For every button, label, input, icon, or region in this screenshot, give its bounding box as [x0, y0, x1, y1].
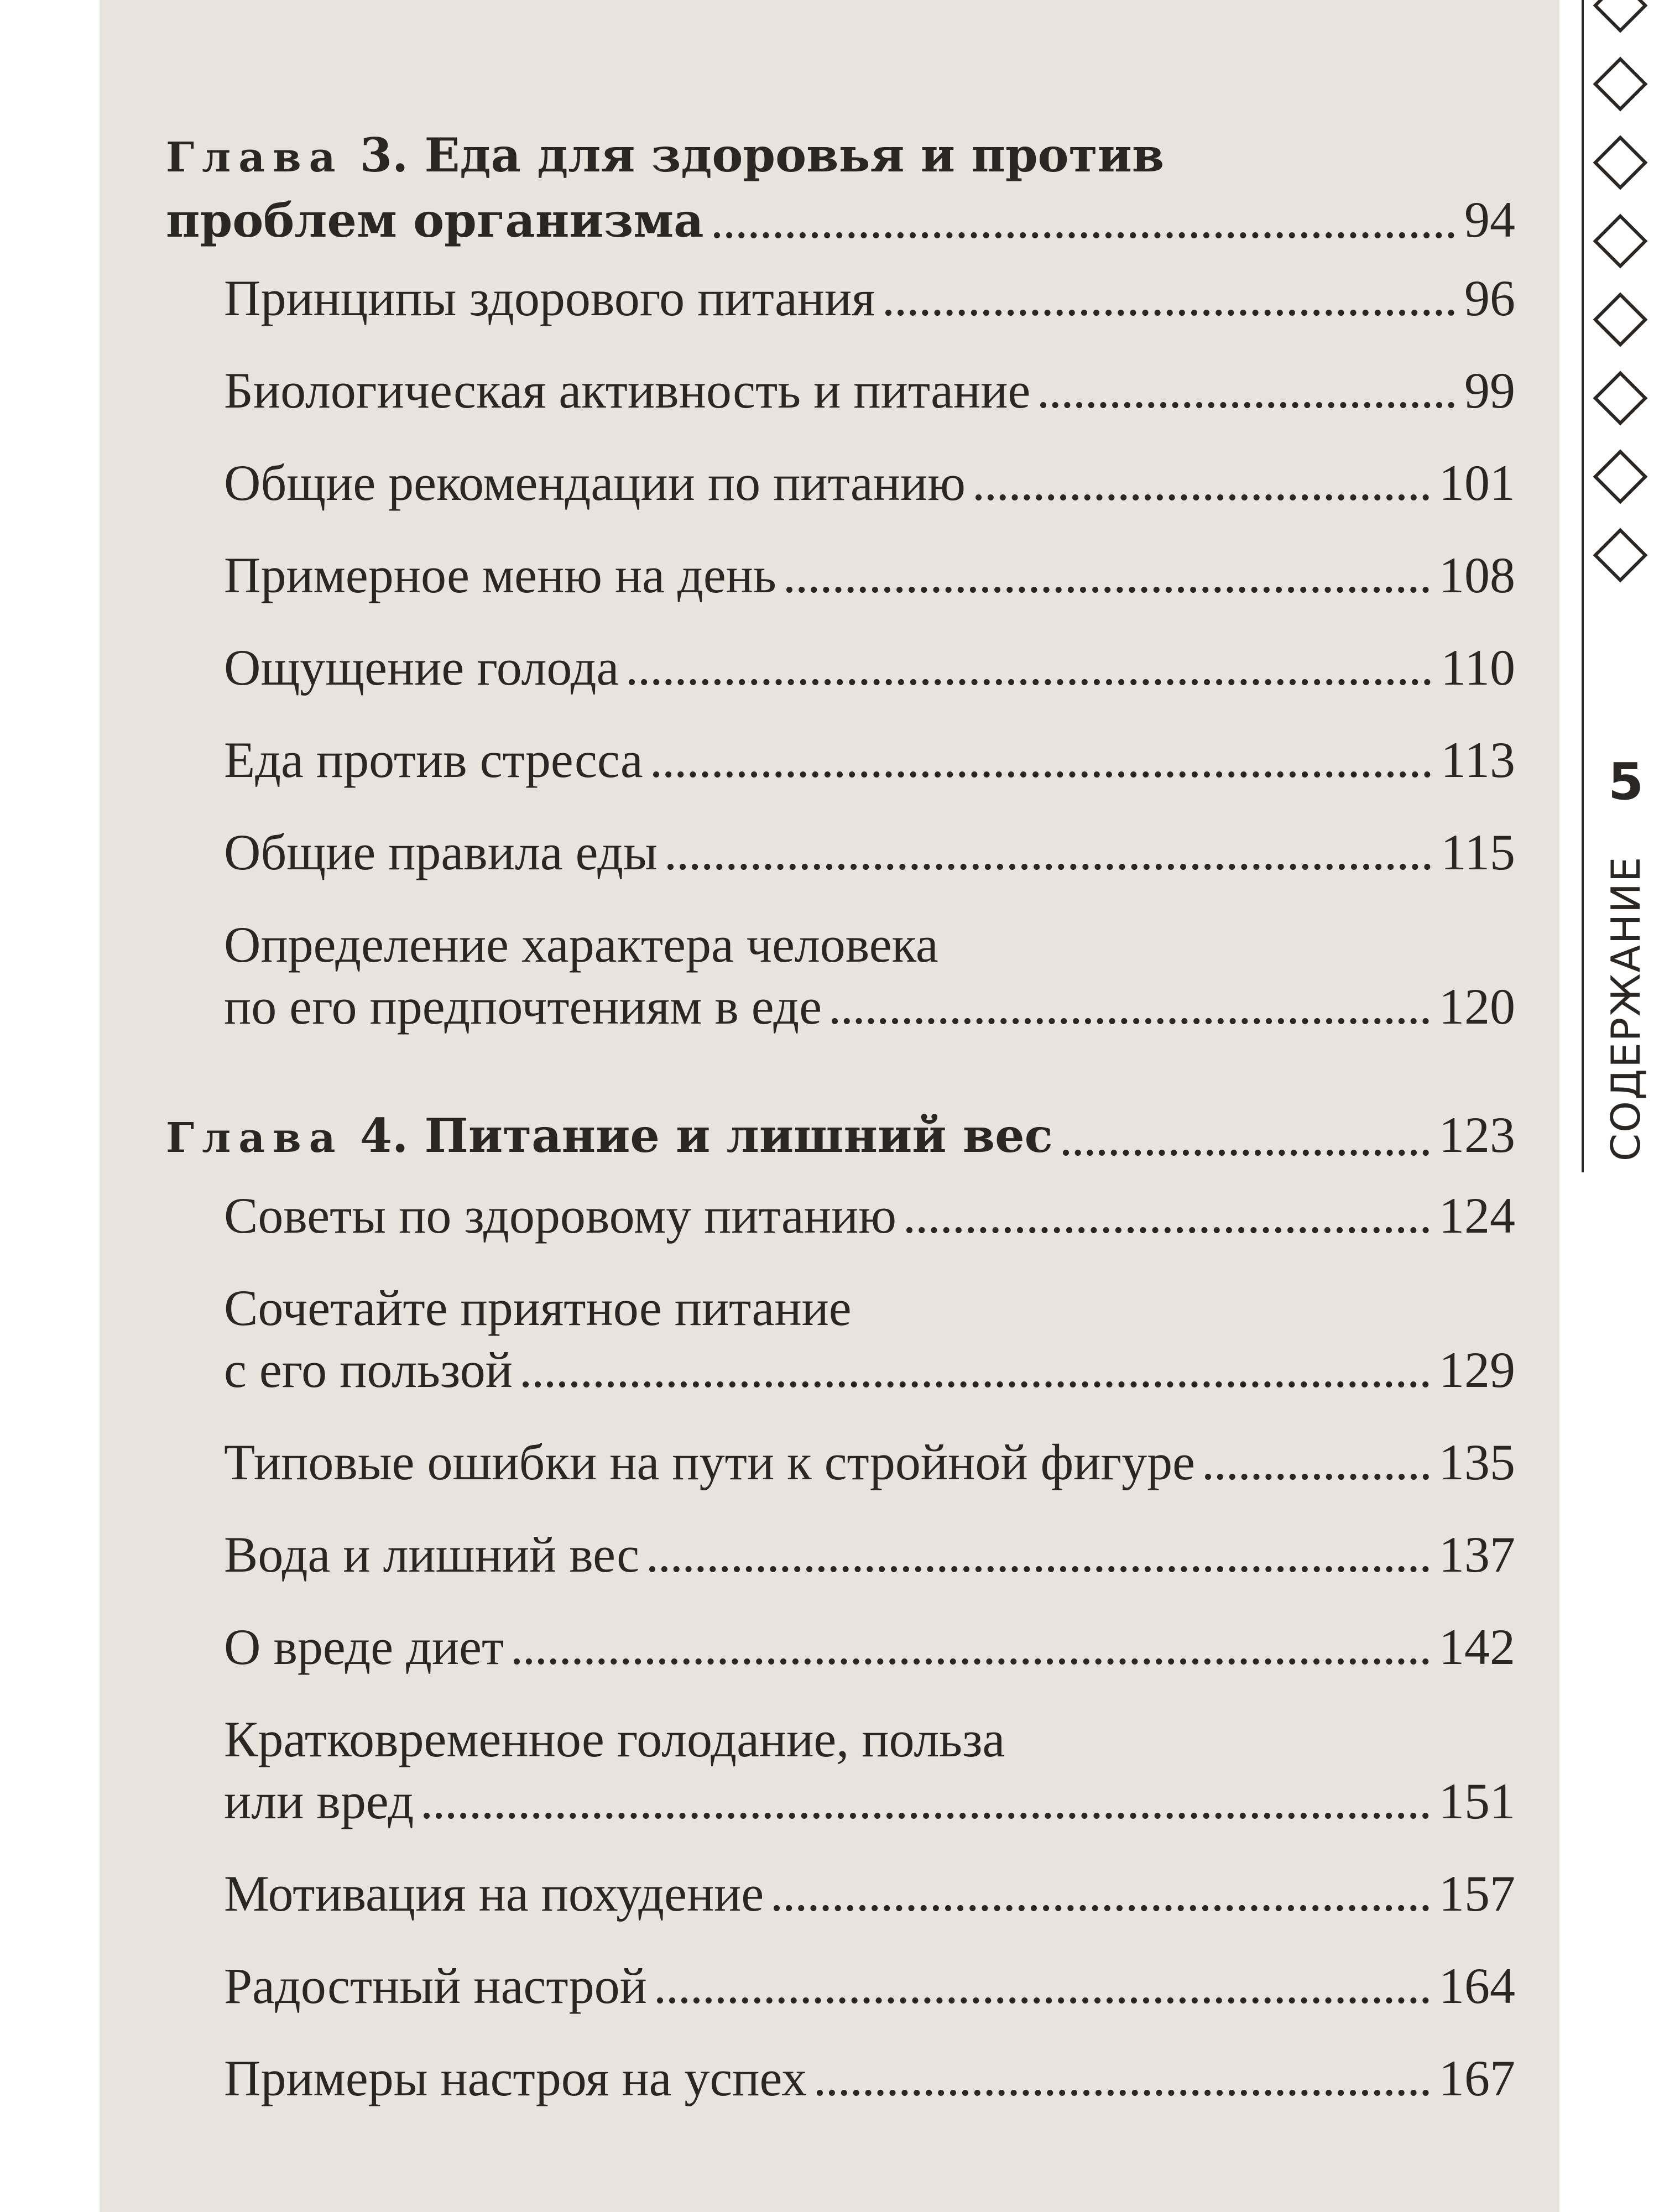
- dot-leader: [906, 1227, 1429, 1233]
- entry-title: Общие правила еды: [224, 824, 658, 880]
- entry-title: Советы по здоровому питанию: [224, 1187, 896, 1244]
- margin-vertical-rule: [1582, 0, 1584, 1172]
- entry-title: Мотивация на похудение: [224, 1865, 764, 1922]
- chapter-4-title-line: [166, 1104, 1515, 1169]
- diamond-ornament-icon: [1593, 293, 1648, 347]
- dot-leader: [774, 1905, 1429, 1911]
- entry-title: Принципы здорового питания: [224, 270, 875, 326]
- dot-leader: [1063, 1149, 1429, 1156]
- page-number: 120: [1439, 978, 1515, 1035]
- entry-title: Радостный настрой: [224, 1958, 647, 2014]
- diamond-ornament-icon: [1593, 214, 1648, 269]
- toc-entry: [224, 544, 1515, 606]
- toc-entry: [224, 1524, 1515, 1585]
- table-of-contents: [166, 124, 1515, 2109]
- toc-entry: [224, 914, 1515, 1037]
- chapter-3-title-line2: [166, 189, 1515, 252]
- page-number: 96: [1464, 270, 1515, 326]
- section-label-vertical: СОДЕРЖАНИЕ: [1603, 855, 1649, 1161]
- entry-title-line1: Сочетайте приятное питание: [224, 1280, 852, 1336]
- entry-title: Ощущение голода: [224, 639, 619, 696]
- entry-title: Еда против стресса: [224, 732, 643, 788]
- entry-title: Примерное меню на день: [224, 547, 776, 603]
- chapter-4-heading: [166, 1104, 1515, 1169]
- page-number: 124: [1439, 1187, 1515, 1244]
- toc-entry: [224, 1955, 1515, 2017]
- toc-entry: [224, 1185, 1515, 1246]
- entry-title: Биологическая активность и питание: [224, 362, 1031, 419]
- entry-title: по его предпочтениям в еде: [224, 978, 822, 1035]
- entry-title: или вред: [224, 1773, 414, 1829]
- dot-leader: [523, 1381, 1429, 1387]
- entry-title: Вода и лишний вес: [224, 1526, 640, 1583]
- page-number: 129: [1439, 1342, 1515, 1398]
- chapter-3-heading: [166, 124, 1515, 252]
- toc-entry: [224, 452, 1515, 514]
- diamond-ornament-icon: [1593, 450, 1648, 504]
- chapter-3-title-line1: [166, 124, 1515, 189]
- diamond-ornament-icon: [1593, 528, 1648, 583]
- dot-leader: [832, 1018, 1429, 1024]
- entry-title: Общие рекомендации по питанию: [224, 455, 966, 511]
- dot-leader: [514, 1658, 1429, 1665]
- page-number: 110: [1441, 639, 1515, 696]
- diamond-ornament-icon: [1593, 135, 1648, 190]
- entry-title: Примеры настроя на успех: [224, 2050, 807, 2106]
- dot-leader: [817, 2089, 1429, 2096]
- entry-title-line1: Определение характера человека: [224, 916, 938, 973]
- page-number: 167: [1439, 2050, 1515, 2106]
- dot-leader: [714, 232, 1454, 238]
- page-number: 123: [1439, 1107, 1515, 1163]
- book-page: [100, 0, 1649, 2212]
- toc-entry: [224, 821, 1515, 883]
- page-number: 113: [1441, 732, 1515, 788]
- entry-title: Типовые ошибки на пути к стройной фигуре: [224, 1434, 1195, 1490]
- page-number: 142: [1439, 1619, 1515, 1675]
- entry-title: с его пользой: [224, 1342, 513, 1398]
- toc-entry: [224, 359, 1515, 421]
- dot-leader: [629, 679, 1431, 685]
- page-number: 151: [1439, 1773, 1515, 1829]
- chapter-title: 4. Питание и лишний вес: [359, 1108, 1053, 1163]
- diamond-ornament-icon: [1593, 0, 1648, 33]
- diamond-ornament-icon: [1593, 57, 1648, 112]
- toc-entry: [224, 729, 1515, 791]
- dot-leader: [649, 1566, 1429, 1572]
- page-number: 94: [1464, 191, 1515, 248]
- page-number: 108: [1439, 547, 1515, 603]
- dot-leader: [975, 494, 1429, 500]
- chapter-prefix: Глава: [166, 134, 343, 181]
- page-number-margin: 5: [1608, 752, 1644, 811]
- toc-entry: [224, 1708, 1515, 1832]
- toc-entry: [224, 1431, 1515, 1493]
- page-number: 115: [1441, 824, 1515, 880]
- dot-leader: [653, 771, 1431, 778]
- dot-leader: [1040, 401, 1454, 408]
- chapter-title: 3. Еда для здоровья и против: [359, 128, 1165, 182]
- entry-title-line1: Кратковременное голодание, польза: [224, 1711, 1005, 1767]
- page-number: 101: [1439, 455, 1515, 511]
- chapter-prefix: Глава: [166, 1114, 343, 1162]
- toc-entry: [224, 1616, 1515, 1678]
- dot-leader: [1205, 1473, 1429, 1480]
- page-number: 137: [1439, 1526, 1515, 1583]
- toc-entry: [224, 2047, 1515, 2109]
- dot-leader: [657, 1997, 1429, 2004]
- chapter-title-continued: проблем организма: [166, 193, 704, 248]
- diamond-ornament-icon: [1593, 371, 1648, 426]
- chapter-4-title-wrap: [166, 1105, 1053, 1169]
- dot-leader: [786, 586, 1429, 593]
- toc-entry: [224, 637, 1515, 698]
- page-number: 164: [1439, 1958, 1515, 2014]
- toc-entry: [224, 1863, 1515, 1924]
- dot-leader: [885, 309, 1454, 316]
- entry-title: О вреде диет: [224, 1619, 504, 1675]
- page-number: 157: [1439, 1865, 1515, 1922]
- dot-leader: [667, 863, 1431, 870]
- dot-leader: [424, 1812, 1429, 1819]
- toc-entry: [224, 267, 1515, 329]
- toc-entry: [224, 1277, 1515, 1401]
- page-number: 99: [1464, 362, 1515, 419]
- page-number: 135: [1439, 1434, 1515, 1490]
